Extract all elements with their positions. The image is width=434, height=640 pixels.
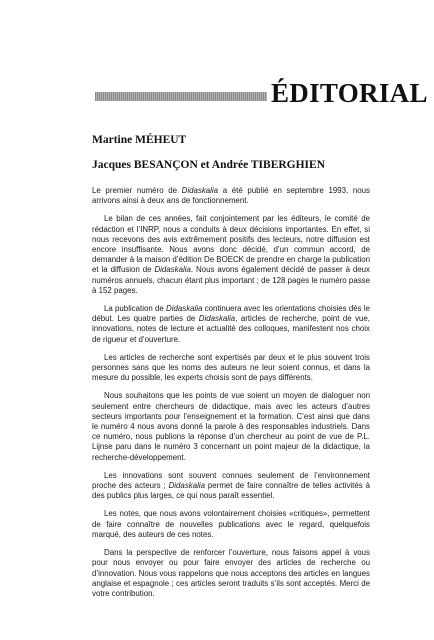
journal-name-italic: Didaskalia bbox=[181, 186, 219, 195]
paragraph-text: Les innovations sont souvent connues seulement de l’environnement proche des acteurs ; bbox=[92, 470, 370, 491]
paragraph-text: Le premier numéro de bbox=[92, 186, 182, 195]
body-paragraph bbox=[92, 304, 370, 345]
body-paragraph bbox=[92, 471, 370, 502]
paragraph-text: , articles de recherche, point de vue, innovations, notes de lecture et actualité des colloques, manifestent nos choix de rigueur et d’ouverture. bbox=[92, 314, 370, 344]
journal-name-italic: Didaskalia bbox=[166, 304, 203, 314]
paragraph-text: Les notes, que nous avons volontairement choisies «critiques», permettent de faire connaître de nouvelles publications avec le regard, quelquefois marqué, des auteurs de ces notes. bbox=[92, 509, 370, 539]
editorial-body bbox=[92, 186, 370, 607]
paragraph-text: Les articles de recherche sont expertisés par deux et le plus souvent trois personnes sans que les noms des auteurs ne leur soient connus, et dans la mesure du possible, les experts choisis sont de pays différents. bbox=[92, 352, 370, 383]
journal-name-italic: Didaskalia bbox=[154, 265, 191, 275]
section-title: ÉDITORIAL bbox=[271, 78, 428, 108]
paragraph-text: permet de faire connaître de telles activités à des publics plus larges, ce qui nous paraît essentiel. bbox=[92, 481, 371, 501]
journal-name-italic: Didaskalia bbox=[168, 481, 205, 491]
body-paragraph bbox=[92, 214, 370, 296]
journal-name-italic: Didaskalia bbox=[198, 314, 236, 324]
author-name-primary: Martine MÉHEUT bbox=[92, 134, 187, 146]
paragraph-text: Dans la perspective de renforcer l’ouverture, nous faisons appel à vous pour nous envoyer ou pour faire envoyer des articles de recherche ou d’innovation. Nous vous rappelons que nous acceptons des articles en langues anglaise et espagnole ; ces articles seront traduits s’ils sont acceptés. Merci de votre contribution. bbox=[92, 548, 370, 598]
paragraph-text: La publication de bbox=[104, 304, 167, 314]
paragraph-text: Nous souhaitons que les points de vue soient un moyen de dialoguer non seulement entre chercheurs de didactique, mais avec les acteurs d’autres secteurs importants pour l’enseignement et la formation. C’est ainsi que dans le numéro 4 nous avons donné la parole à des responsables industriels. Dans ce numéro, nous publions la réponse d’un chercheur au point de vue de P.L. Lijnse paru dans le numéro 3 concernant un point majeur de la didactique, la recherche-développement. bbox=[92, 391, 370, 462]
paragraph-text: . Nous avons également décidé de passer à deux numéros annuels, chacun étant plus important ; de 128 pages le numéro passe à 152 pages. bbox=[92, 265, 370, 295]
paragraph-text: Le bilan de ces années, fait conjointement par les éditeurs, le comité de rédaction et l’INRP, nous a conduits à deux décisions importantes. En effet, si nous recevons des avis extrêmement positifs des lecteurs, notre diffusion est encore insuffisante. Nous avons donc décidé, d’un commun accord, de demander à la maison d’édition De BOECK de prendre en charge la publication et la diffusion de bbox=[92, 214, 370, 275]
authors-block bbox=[92, 133, 392, 183]
header-rule-bar bbox=[95, 92, 267, 101]
body-paragraph bbox=[92, 548, 370, 599]
paragraph-text: continuera avec les orientations choisies dès le début. Les quatre parties de bbox=[92, 304, 370, 324]
body-paragraph bbox=[92, 509, 370, 540]
body-paragraph bbox=[92, 186, 370, 206]
author-names-secondary: Jacques BESANÇON et Andrée TIBERGHIEN bbox=[92, 159, 326, 171]
body-paragraph bbox=[92, 353, 370, 384]
paragraph-text: a été publié en septembre 1993, nous arrivons ainsi à deux ans de fonctionnement. bbox=[92, 186, 370, 206]
body-paragraph bbox=[92, 391, 370, 462]
